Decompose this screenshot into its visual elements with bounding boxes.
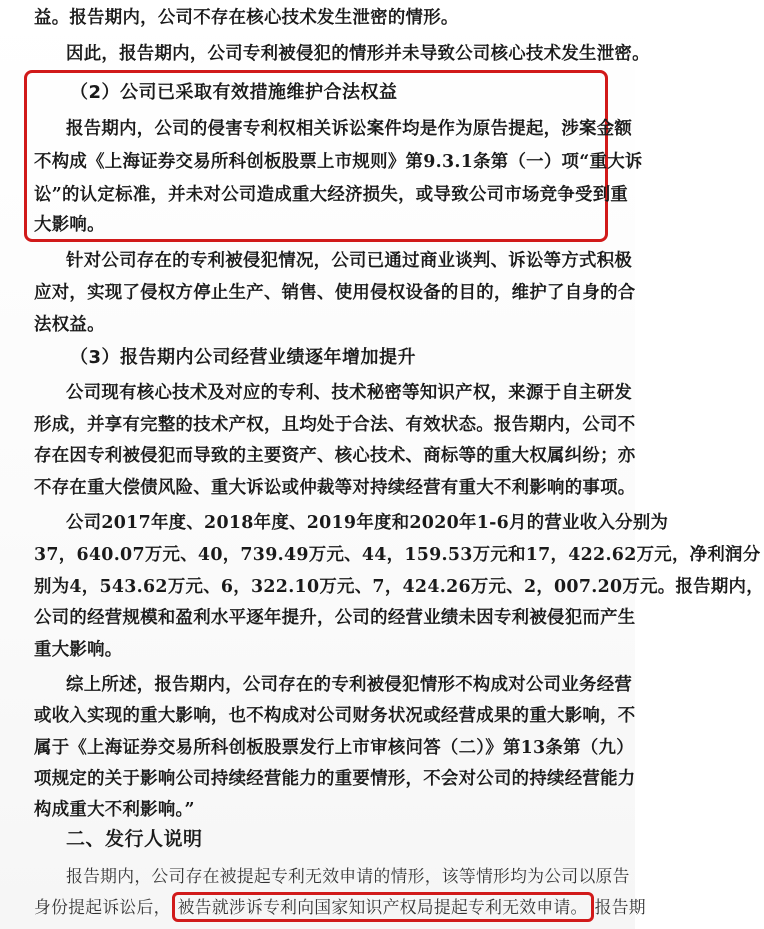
section-heading-2: （2）公司已采取有效措施维护合法权益 — [70, 82, 398, 103]
text-line: 属于《上海证券交易所科创板股票发行上市审核问答（二）》第13条第（九） — [34, 738, 634, 758]
text-line: 大影响。 — [34, 215, 105, 235]
highlighted-phrase: 被告就涉诉专利向国家知识产权局提起专利无效申请。 — [172, 892, 594, 922]
text-line: 报告期内，公司的侵害专利权相关诉讼案件均是作为原告提起，涉案金额 — [66, 119, 633, 139]
text-line: 构成重大不利影响。” — [34, 800, 195, 820]
text-line: 综上所述，报告期内，公司存在的专利被侵犯情形不构成对公司业务经营 — [66, 675, 633, 695]
text-line: 讼”的认定标准，并未对公司造成重大经济损失，或导致公司市场竞争受到重 — [34, 185, 629, 205]
text-line: 针对公司存在的专利被侵犯情况，公司已通过商业谈判、诉讼等方式积极 — [66, 251, 633, 271]
text-line: 不存在重大偿债风险、重大诉讼或仲裁等对持续经营有重大不利影响的事项。 — [34, 478, 636, 498]
text-line: 不构成《上海证券交易所科创板股票上市规则》第9.3.1条第（一）项“重大诉 — [34, 152, 643, 172]
section-heading-3: （3）报告期内公司经营业绩逐年增加提升 — [70, 347, 417, 368]
text-line: 别为4，543.62万元、6，322.10万元、7，424.26万元、2，007.20万元。报告期内， — [34, 577, 764, 597]
text-line: 公司的经营规模和盈利水平逐年提升，公司的经营业绩未因专利被侵犯而产生 — [34, 608, 636, 628]
text-line: 法权益。 — [34, 315, 105, 335]
text-line: 重大影响。 — [34, 640, 123, 660]
text-line: 或收入实现的重大影响，也不构成对公司财务状况或经营成果的重大影响，不 — [34, 706, 636, 726]
text-segment: 报告期 — [594, 897, 646, 917]
text-line: 37，640.07万元、40，739.49万元、44，159.53万元和17，422.62万元，净利润分 — [34, 545, 761, 565]
text-line — [34, 895, 669, 919]
text-segment: 身份提起诉讼后， — [34, 897, 171, 917]
text-line: 公司2017年度、2018年度、2019年度和2020年1-6月的营业收入分别为 — [66, 513, 669, 533]
text-line: 形成，并享有完整的技术产权，且均处于合法、有效状态。报告期内，公司不 — [34, 415, 636, 435]
section-title: 二、发行人说明 — [66, 828, 203, 850]
text-line: 应对，实现了侵权方停止生产、销售、使用侵权设备的目的，维护了自身的合 — [34, 283, 636, 303]
text-line: 公司现有核心技术及对应的专利、技术秘密等知识产权，来源于自主研发 — [66, 383, 633, 403]
text-line: 存在因专利被侵犯而导致的主要资产、核心技术、商标等的重大权属纠纷；亦 — [34, 446, 636, 466]
text-line: 报告期内，公司存在被提起专利无效申请的情形，该等情形均为公司以原告 — [66, 866, 630, 886]
text-line: 因此，报告期内，公司专利被侵犯的情形并未导致公司核心技术发生泄密。 — [66, 44, 650, 64]
text-line: 项规定的关于影响公司持续经营能力的重要情形，不会对公司的持续经营能力 — [34, 769, 636, 789]
text-line: 益。报告期内，公司不存在核心技术发生泄密的情形。 — [34, 8, 459, 28]
